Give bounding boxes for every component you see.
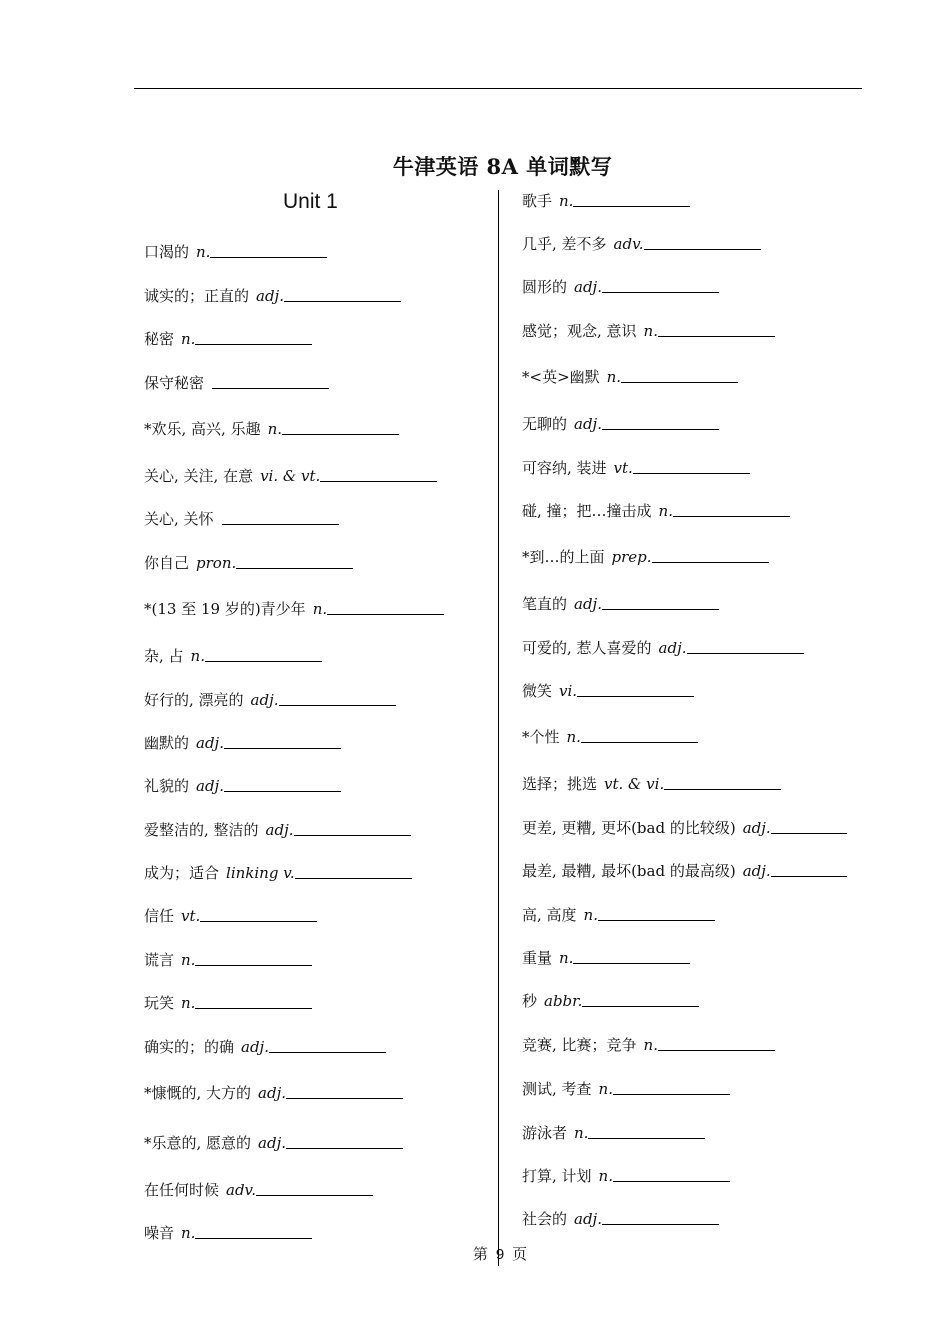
answer-blank[interactable]: [210, 256, 327, 258]
answer-blank[interactable]: [588, 1137, 705, 1139]
vocab-entry: [144, 950, 312, 970]
answer-blank[interactable]: [205, 660, 322, 662]
vocab-meaning: 口渴的: [144, 243, 190, 261]
footer-prefix: 第: [472, 1245, 488, 1263]
part-of-speech: adj.: [258, 1134, 287, 1152]
vocab-meaning: *欢乐, 高兴, 乐趣: [144, 420, 261, 438]
vocab-entry: [522, 774, 781, 794]
answer-blank[interactable]: [771, 832, 847, 834]
part-of-speech: n.: [643, 1036, 658, 1054]
answer-blank[interactable]: [224, 747, 341, 749]
part-of-speech: adj.: [574, 415, 602, 433]
vocab-entry: [522, 1209, 719, 1229]
part-of-speech: adj.: [258, 1084, 287, 1102]
part-of-speech: vt.: [613, 459, 633, 477]
vocab-entry: [144, 599, 444, 619]
vocab-meaning: 几乎, 差不多: [522, 235, 607, 253]
vocab-entry: [522, 861, 847, 881]
part-of-speech: n.: [181, 951, 196, 969]
vocab-entry: [144, 286, 401, 306]
vocab-entry: [144, 466, 437, 486]
vocab-meaning: 重量: [522, 949, 553, 967]
vocab-meaning: 幽默的: [144, 734, 190, 752]
vocab-meaning: 确实的；的确: [144, 1038, 235, 1056]
answer-blank[interactable]: [582, 1005, 699, 1007]
vocab-meaning: 打算, 计划: [522, 1167, 592, 1185]
vocab-entry: [522, 594, 719, 614]
answer-blank[interactable]: [658, 1049, 775, 1051]
vocab-meaning: 社会的: [522, 1210, 568, 1228]
vocab-meaning: 玩笑: [144, 994, 175, 1012]
answer-blank[interactable]: [771, 875, 847, 877]
answer-blank[interactable]: [195, 1007, 312, 1009]
vocab-entry: [144, 733, 341, 753]
part-of-speech: adv.: [226, 1181, 257, 1199]
vocab-entry: [522, 991, 699, 1011]
vocab-meaning: 谎言: [144, 951, 175, 969]
part-of-speech: prep.: [611, 548, 652, 566]
vocab-entry: [144, 1037, 386, 1057]
answer-blank[interactable]: [195, 343, 312, 345]
vocab-entry: [144, 553, 353, 573]
vocab-entry: [522, 818, 847, 838]
vocab-meaning: 信任: [144, 907, 175, 925]
vocab-meaning: 无聊的: [522, 415, 568, 433]
vocab-entry: [522, 905, 715, 925]
page-number: 9: [495, 1246, 505, 1263]
answer-blank[interactable]: [602, 428, 719, 430]
vocab-entry: [522, 727, 698, 747]
answer-blank[interactable]: [282, 433, 399, 435]
part-of-speech: abbr.: [544, 992, 583, 1010]
vocab-meaning: 杂, 占: [144, 647, 184, 665]
vocab-entry: [522, 234, 761, 254]
vocab-entry: [144, 419, 399, 439]
answer-blank[interactable]: [286, 1147, 403, 1149]
answer-blank[interactable]: [295, 877, 412, 879]
part-of-speech: adj.: [742, 819, 771, 837]
answer-blank[interactable]: [200, 920, 317, 922]
vocab-meaning: *(13 至 19 岁的)青少年: [144, 600, 306, 618]
answer-blank[interactable]: [320, 480, 437, 482]
vocab-meaning: 噪音: [144, 1224, 175, 1242]
part-of-speech: vi.: [559, 682, 578, 700]
part-of-speech: n.: [181, 1224, 196, 1242]
part-of-speech: adj.: [574, 595, 602, 613]
part-of-speech: adj.: [250, 691, 279, 709]
part-of-speech: adj.: [658, 639, 687, 657]
part-of-speech: adj.: [742, 862, 771, 880]
vocab-entry: [522, 414, 719, 434]
vocab-entry: [522, 1035, 775, 1055]
document-title: 牛津英语 8A 单词默写: [392, 154, 613, 179]
vocab-meaning: 你自己: [144, 554, 190, 572]
part-of-speech: n.: [196, 243, 211, 261]
part-of-speech: adj.: [196, 777, 224, 795]
vocab-entry: [144, 1133, 403, 1153]
vocab-entry: [144, 863, 412, 883]
answer-blank[interactable]: [613, 1180, 730, 1182]
page-footer: [0, 1243, 950, 1264]
answer-blank[interactable]: [673, 515, 790, 517]
vocab-entry: [522, 501, 790, 521]
part-of-speech: n.: [566, 728, 581, 746]
answer-blank[interactable]: [286, 1097, 403, 1099]
vocab-entry: [144, 242, 327, 262]
answer-blank[interactable]: [195, 1237, 312, 1239]
vocab-meaning: 礼貌的: [144, 777, 190, 795]
answer-blank[interactable]: [687, 652, 804, 654]
vocab-meaning: *慷慨的, 大方的: [144, 1084, 252, 1102]
vocab-meaning: 最差, 最糟, 最坏(bad 的最高级): [522, 862, 736, 880]
vocab-meaning: 歌手: [522, 192, 553, 210]
vocab-meaning: 秘密: [144, 330, 175, 348]
part-of-speech: vi. & vt.: [260, 467, 321, 485]
vocab-entry: [144, 776, 341, 796]
vocab-meaning: 可爱的, 惹人喜爱的: [522, 639, 652, 657]
answer-blank[interactable]: [602, 291, 719, 293]
answer-blank[interactable]: [652, 561, 769, 563]
vocab-entry: [522, 1166, 730, 1186]
vocab-meaning: 游泳者: [522, 1124, 568, 1142]
answer-blank[interactable]: [327, 613, 444, 615]
vocab-meaning: 爱整洁的, 整洁的: [144, 821, 259, 839]
answer-blank[interactable]: [269, 1051, 386, 1053]
part-of-speech: n.: [583, 906, 598, 924]
vocab-meaning: 高, 高度: [522, 906, 577, 924]
answer-blank[interactable]: [195, 964, 312, 966]
vocab-entry: [522, 948, 690, 968]
footer-suffix: 页: [512, 1245, 528, 1263]
vocab-entry: [144, 1083, 403, 1103]
part-of-speech: n.: [598, 1080, 613, 1098]
answer-blank[interactable]: [284, 300, 401, 302]
answer-blank[interactable]: [256, 1194, 373, 1196]
header-rule: [134, 88, 862, 89]
vocab-entry: [522, 367, 738, 387]
answer-blank[interactable]: [224, 790, 341, 792]
part-of-speech: adj.: [574, 1210, 602, 1228]
answer-blank[interactable]: [573, 205, 690, 207]
vocab-meaning: 好行的, 漂亮的: [144, 691, 244, 709]
vocab-meaning: 竞赛, 比赛；竞争: [522, 1036, 637, 1054]
answer-blank[interactable]: [664, 788, 781, 790]
vocab-entry: [144, 1223, 312, 1243]
part-of-speech: adj.: [265, 821, 294, 839]
answer-blank[interactable]: [212, 387, 329, 389]
vocab-entry: [144, 1180, 373, 1200]
part-of-speech: adj.: [256, 287, 284, 305]
answer-blank[interactable]: [222, 523, 339, 525]
vocab-meaning: 笔直的: [522, 595, 568, 613]
vocab-entry: [522, 547, 769, 567]
answer-blank[interactable]: [581, 741, 698, 743]
part-of-speech: n.: [181, 330, 196, 348]
vocab-meaning: 碰, 撞；把…撞击成: [522, 502, 652, 520]
part-of-speech: n.: [181, 994, 196, 1012]
vocab-entry: [144, 906, 317, 926]
part-of-speech: linking v.: [226, 864, 295, 882]
vocab-entry: [144, 820, 411, 840]
vocab-meaning: *个性: [522, 728, 560, 746]
part-of-speech: n.: [267, 420, 283, 438]
vocab-meaning: 测试, 考查: [522, 1080, 592, 1098]
part-of-speech: n.: [559, 949, 574, 967]
answer-blank[interactable]: [633, 472, 750, 474]
vocab-entry: [144, 373, 329, 393]
vocab-meaning: 关心, 关注, 在意: [144, 467, 254, 485]
column-divider: [498, 190, 499, 1266]
answer-blank[interactable]: [279, 704, 396, 706]
part-of-speech: n.: [559, 192, 574, 210]
answer-blank[interactable]: [602, 608, 719, 610]
answer-blank[interactable]: [598, 919, 715, 921]
vocab-meaning: 更差, 更糟, 更坏(bad 的比较级): [522, 819, 736, 837]
vocab-entry: [522, 458, 750, 478]
part-of-speech: adj.: [241, 1038, 269, 1056]
vocab-entry: [522, 638, 804, 658]
answer-blank[interactable]: [294, 834, 411, 836]
vocab-entry: [144, 509, 339, 529]
vocab-meaning: *到…的上面: [522, 548, 605, 566]
vocab-entry: [522, 1079, 730, 1099]
vocab-entry: [522, 1123, 705, 1143]
answer-blank[interactable]: [644, 248, 761, 250]
part-of-speech: n.: [606, 368, 622, 386]
part-of-speech: vt.: [181, 907, 201, 925]
vocab-meaning: 可容纳, 装进: [522, 459, 607, 477]
vocab-meaning: 诚实的；正直的: [144, 287, 250, 305]
vocab-entry: [144, 329, 312, 349]
answer-blank[interactable]: [573, 962, 690, 964]
part-of-speech: pron.: [196, 554, 237, 572]
vocab-meaning: 感觉；观念, 意识: [522, 322, 637, 340]
answer-blank[interactable]: [613, 1093, 730, 1095]
part-of-speech: adj.: [196, 734, 224, 752]
vocab-meaning: 圆形的: [522, 278, 568, 296]
vocab-meaning: *乐意的, 愿意的: [144, 1134, 252, 1152]
vocab-meaning: 秒: [522, 992, 538, 1010]
part-of-speech: n.: [574, 1124, 589, 1142]
vocab-entry: [522, 321, 775, 341]
vocab-meaning: 选择；挑选: [522, 775, 598, 793]
part-of-speech: vt. & vi.: [604, 775, 665, 793]
unit-title: Unit 1: [283, 190, 338, 213]
vocab-meaning: 微笑: [522, 682, 553, 700]
part-of-speech: n.: [312, 600, 328, 618]
vocab-entry: [522, 191, 690, 211]
vocab-meaning: 成为；适合: [144, 864, 220, 882]
vocab-entry: [144, 690, 396, 710]
part-of-speech: n.: [598, 1167, 613, 1185]
vocab-meaning: *<英>幽默: [522, 368, 600, 386]
vocab-meaning: 在任何时候: [144, 1181, 220, 1199]
answer-blank[interactable]: [658, 335, 775, 337]
vocab-entry: [144, 993, 312, 1013]
answer-blank[interactable]: [577, 695, 694, 697]
part-of-speech: adj.: [574, 278, 602, 296]
part-of-speech: adv.: [613, 235, 644, 253]
vocab-entry: [522, 277, 719, 297]
part-of-speech: n.: [658, 502, 673, 520]
vocab-meaning: 保守秘密: [144, 374, 205, 392]
vocab-entry: [522, 681, 694, 701]
vocab-entry: [144, 646, 322, 666]
answer-blank[interactable]: [236, 567, 353, 569]
part-of-speech: n.: [643, 322, 658, 340]
vocab-meaning: 关心, 关怀: [144, 510, 214, 528]
part-of-speech: n.: [190, 647, 205, 665]
answer-blank[interactable]: [602, 1223, 719, 1225]
answer-blank[interactable]: [621, 381, 738, 383]
